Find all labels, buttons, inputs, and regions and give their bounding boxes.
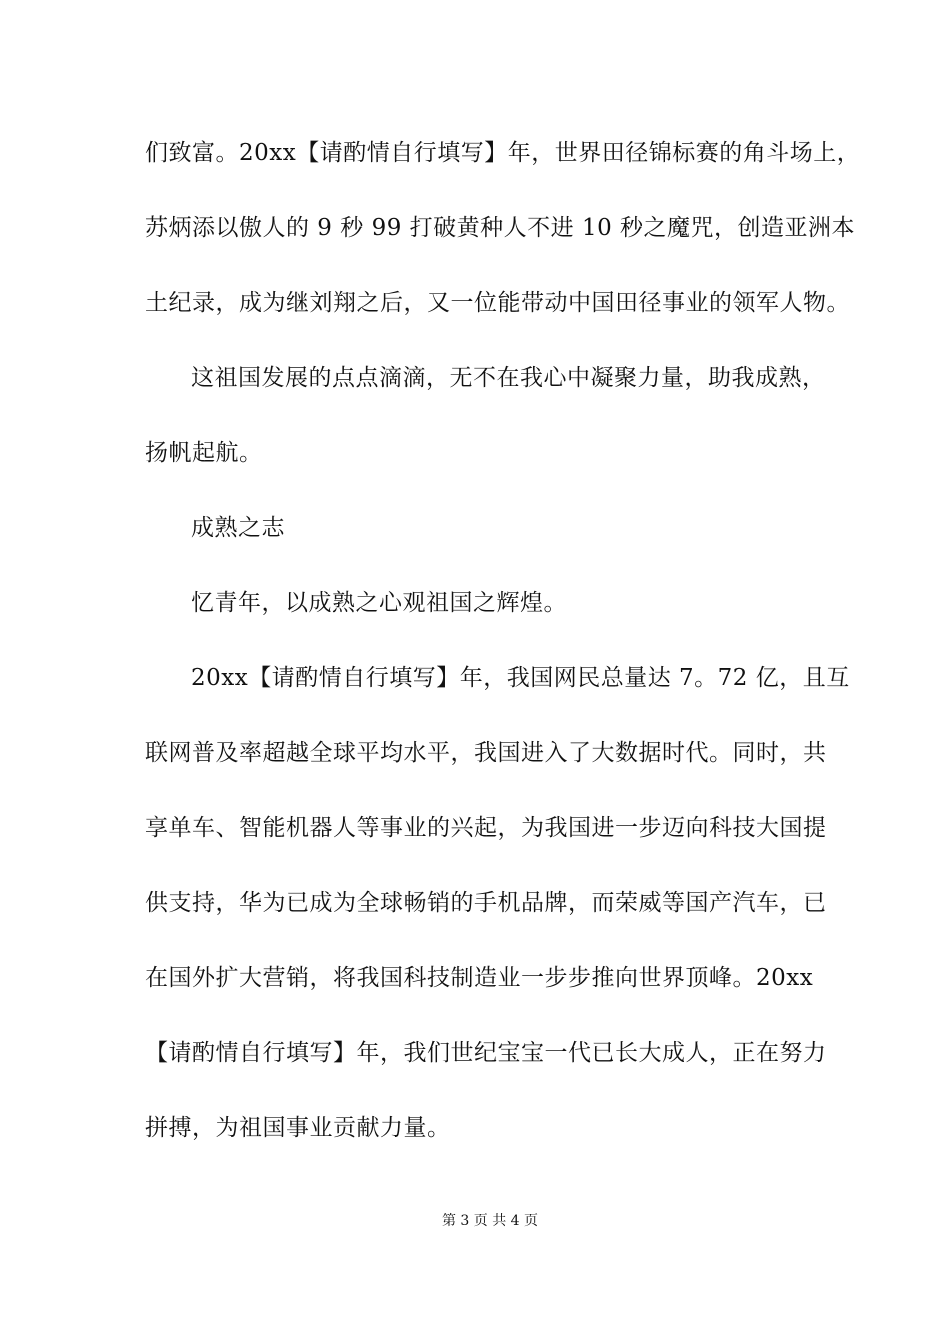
- paragraph-2-line-2: 扬帆起航。: [145, 440, 263, 466]
- paragraph-5-line-7: 拼搏，为祖国事业贡献力量。: [145, 1115, 451, 1141]
- page-number-footer: 第 3 页 共 4 页: [441, 1213, 539, 1229]
- paragraph-5-line-2: 联网普及率超越全球平均水平，我国进入了大数据时代。同时，共: [145, 740, 827, 766]
- paragraph-4-line-1: 忆青年，以成熟之心观祖国之辉煌。: [191, 590, 567, 616]
- paragraph-5-line-3: 享单车、智能机器人等事业的兴起，为我国进一步迈向科技大国提: [145, 815, 827, 841]
- paragraph-5-line-6: 【请酌情自行填写】年，我们世纪宝宝一代已长大成人，正在努力: [145, 1040, 827, 1066]
- paragraph-5-line-1: 20xx【请酌情自行填写】年，我国网民总量达 7。72 亿，且互: [191, 665, 850, 691]
- paragraph-1-line-1: 们致富。20xx【请酌情自行填写】年，世界田径锦标赛的角斗场上，: [145, 140, 861, 166]
- section-heading: 成熟之志: [191, 515, 285, 541]
- paragraph-5-line-4: 供支持，华为已成为全球畅销的手机品牌，而荣威等国产汽车，已: [145, 890, 827, 916]
- paragraph-1-line-2: 苏炳添以傲人的 9 秒 99 打破黄种人不进 10 秒之魔咒，创造亚洲本: [145, 215, 856, 241]
- paragraph-1-line-3: 土纪录，成为继刘翔之后，又一位能带动中国田径事业的领军人物。: [145, 290, 850, 316]
- paragraph-5-line-5: 在国外扩大营销，将我国科技制造业一步步推向世界顶峰。20xx: [145, 965, 814, 991]
- paragraph-2-line-1: 这祖国发展的点点滴滴，无不在我心中凝聚力量，助我成熟，: [191, 365, 826, 391]
